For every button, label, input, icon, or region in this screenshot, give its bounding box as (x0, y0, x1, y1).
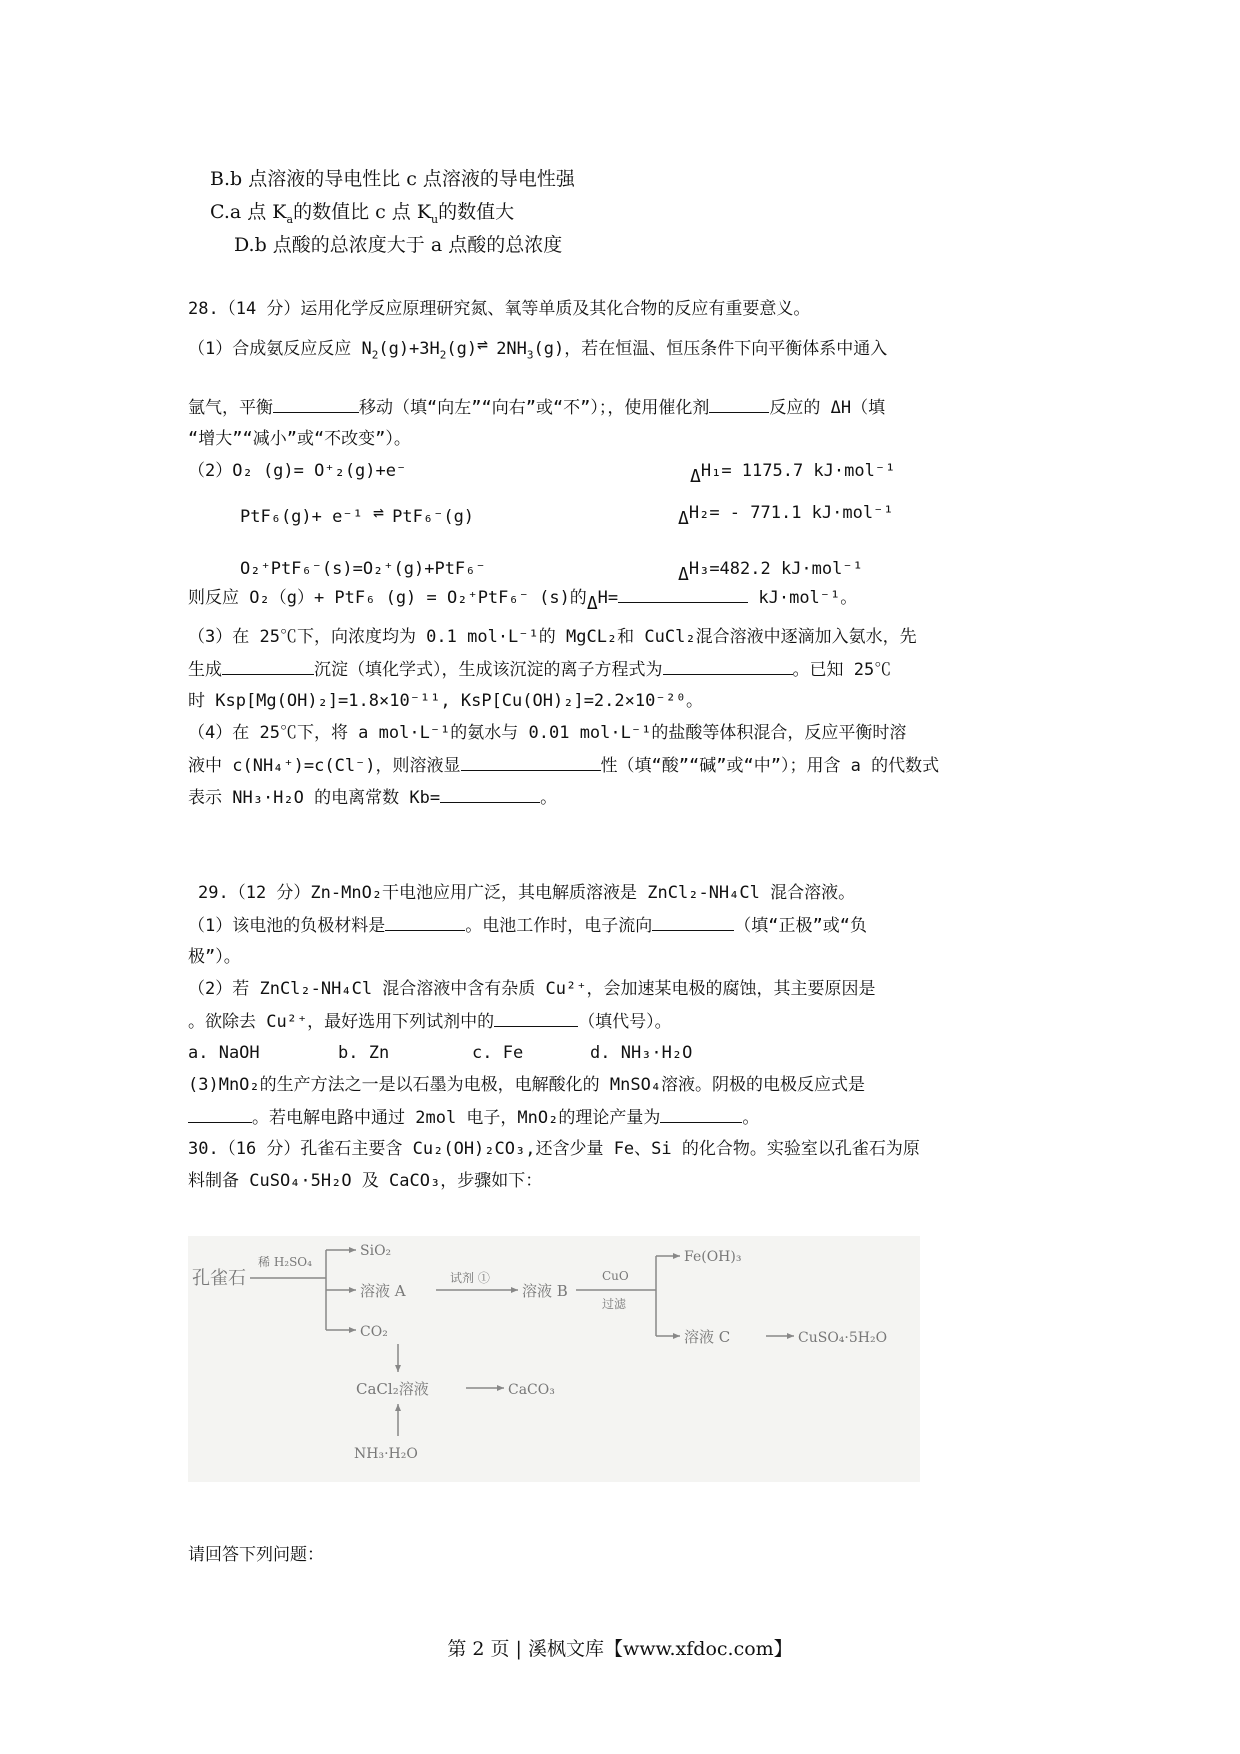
q28-title: 28.（14 分）运用化学反应原理研究氮、氧等单质及其化合物的反应有重要意义。 (188, 299, 811, 319)
arrow-icon (395, 1404, 401, 1411)
option-c: C.a 点 $K_a$的数值比 c 点 $K_u$的数值大 (210, 201, 515, 226)
arrow-icon (673, 1253, 680, 1259)
q28-dh3: ΔH₃=482.2 kJ·mol⁻¹ (678, 556, 863, 582)
q29-option-a: a. NaOH (188, 1043, 260, 1063)
delta-icon: Δ (678, 508, 689, 529)
fig-filter: 过滤 (602, 1297, 627, 1311)
q29-part3-line2: 。若电解电路中通过 2mol 电子，MnO₂的理论产量为 。 (188, 1104, 759, 1131)
q28-part1-line3: “增大”“减小”或“不改变”）。 (188, 429, 411, 449)
fig-sio2: SiO₂ (360, 1243, 392, 1259)
q29-part3-line1: (3)MnO₂的生产方法之一是以石墨为电极，电解酸化的 MnSO₄溶液。阴极的电极反应式是 (188, 1075, 866, 1095)
fig-sol-a: 溶液 A (360, 1282, 406, 1300)
q28-part3-line1: （3）在 25℃下，向浓度均为 0.1 mol·L⁻¹的 MgCL₂和 CuCl₂混合溶液中逐滴加入氨水，先 (188, 627, 917, 647)
q29-option-c: c. Fe (472, 1043, 524, 1063)
q30-line2: 料制备 CuSO₄·5H₂O 及 CaCO₃，步骤如下： (188, 1171, 543, 1191)
fig-cacl2: CaCl₂溶液 (356, 1380, 429, 1398)
answer-blank[interactable] (663, 656, 793, 675)
q29-option-d: d. NH₃·H₂O (590, 1043, 693, 1063)
answer-blank[interactable] (618, 584, 748, 603)
q30-title: 30.（16 分）孔雀石主要含 Cu₂(OH)₂CO₃,还含少量 Fe、Si 的化合物。实验室以孔雀石为原 (188, 1139, 920, 1159)
option-b: B.b 点溶液的导电性比 c 点溶液的导电性强 (210, 168, 575, 190)
arrow-icon (497, 1385, 504, 1391)
answer-blank[interactable] (709, 394, 769, 413)
answer-blank[interactable] (188, 1104, 252, 1123)
arrow-icon (349, 1247, 356, 1253)
process-flow-figure (188, 1236, 920, 1482)
answer-blank[interactable] (273, 394, 359, 413)
q29-part2-line2: 。欲除去 Cu²⁺，最好选用下列试剂中的 （填代号）。 (188, 1008, 672, 1035)
equilibrium-arrow-icon: ⇌ (373, 502, 382, 523)
answer-blank[interactable] (461, 752, 601, 771)
arrow-icon (673, 1333, 680, 1339)
fig-sol-b: 溶液 B (522, 1282, 568, 1300)
page-footer: 第 2 页 | 溪枫文库【www.xfdoc.com】 (447, 1638, 793, 1660)
arrow-icon (349, 1287, 356, 1293)
fig-reagent: 试剂 ① (450, 1271, 490, 1285)
answer-blank[interactable] (494, 1008, 578, 1027)
arrow-icon (349, 1327, 356, 1333)
q28-dh1: ΔH₁= 1175.7 kJ·mol⁻¹ (690, 458, 895, 484)
q28-dh2: ΔH₂= - 771.1 kJ·mol⁻¹ (678, 500, 894, 526)
flow-diagram (188, 1236, 920, 1482)
answer-blank[interactable] (660, 1104, 742, 1123)
q29-part1-line2: 极”）。 (188, 947, 241, 967)
arrow-icon (395, 1365, 401, 1372)
fig-start: 孔雀石 (192, 1268, 246, 1289)
q28-part4-line1: （4）在 25℃下，将 a mol·L⁻¹的氨水与 0.01 mol·L⁻¹的盐酸等体积混合，反应平衡时溶 (188, 723, 907, 743)
q29-option-b: b. Zn (338, 1043, 390, 1063)
q28-part4-line3: 表示 NH₃·H₂O 的电离常数 Kb= 。 (188, 784, 557, 811)
answer-blank[interactable] (385, 912, 465, 931)
arrow-icon (511, 1287, 518, 1293)
delta-icon: Δ (678, 564, 689, 585)
delta-icon: Δ (690, 466, 701, 487)
q28-part1-line2: 氩气，平衡 移动（填“向左”“向右”或“不”）；，使用催化剂 反应的 ΔH（填 (188, 394, 885, 421)
fig-cuso4: CuSO₄·5H₂O (798, 1330, 888, 1346)
equilibrium-arrow-icon: ⇌ (477, 334, 486, 355)
arrow-icon (787, 1333, 794, 1339)
q28-part1-line1: （1）合成氨反应反应 $N_2(g)+3H_2(g)\rightleftharpoons$ $2NH_3(g)$，若在恒温、恒压条件下向平衡体系中通入 (188, 334, 888, 362)
fig-feoh: Fe(OH)₃ (684, 1249, 742, 1265)
q28-part4-line2: 液中 c(NH₄⁺)=c(Cl⁻)，则溶液显 性（填“酸”“碱”或“中”）；用含 a 的代数式 (188, 752, 939, 779)
option-d: D.b 点酸的总浓度大于 a 点酸的总浓度 (234, 234, 563, 256)
fig-co2: CO₂ (360, 1324, 388, 1340)
q29-part2-line1: （2）若 ZnCl₂-NH₄Cl 混合溶液中含有杂质 Cu²⁺，会加速某电极的腐蚀，其主要原因是 (188, 979, 876, 999)
fig-nh3: NH₃·H₂O (354, 1446, 418, 1462)
q28-overall-reaction: 则反应 O₂（g）+ PtF₆ (g) = O₂⁺PtF₆⁻ (s)的ΔH= kJ·mol⁻¹。 (188, 584, 857, 611)
q29-part1-line1: （1）该电池的负极材料是 。电池工作时，电子流向 （填“正极”或“负 (188, 912, 867, 939)
q30-ask: 请回答下列问题： (188, 1545, 324, 1565)
fig-acid: 稀 H₂SO₄ (258, 1255, 312, 1269)
fig-sol-c: 溶液 C (684, 1328, 731, 1346)
q28-part3-line2: 生成 沉淀（填化学式），生成该沉淀的离子方程式为 。已知 25℃ (188, 656, 891, 683)
answer-blank[interactable] (652, 912, 734, 931)
fig-cuo: CuO (602, 1269, 629, 1283)
answer-blank[interactable] (222, 656, 314, 675)
fig-caco3: CaCO₃ (508, 1382, 555, 1398)
q28-reaction3: O₂⁺PtF₆⁻(s)=O₂⁺(g)+PtF₆⁻ (240, 559, 486, 579)
q28-reaction2: PtF₆(g)+ e⁻¹ ⇌ PtF₆⁻(g) (240, 502, 475, 527)
delta-icon: Δ (586, 593, 598, 614)
q28-part3-line3: 时 Ksp[Mg(OH)₂]=1.8×10⁻¹¹, KsP[Cu(OH)₂]=2.2×10⁻²⁰。 (188, 691, 704, 711)
q29-title: 29.（12 分）Zn-MnO₂干电池应用广泛，其电解质溶液是 ZnCl₂-NH₄Cl 混合溶液。 (198, 883, 856, 903)
answer-blank[interactable] (440, 784, 540, 803)
q28-reaction1: （2）O₂ (g)= O⁺₂(g)+e⁻ (188, 461, 407, 481)
